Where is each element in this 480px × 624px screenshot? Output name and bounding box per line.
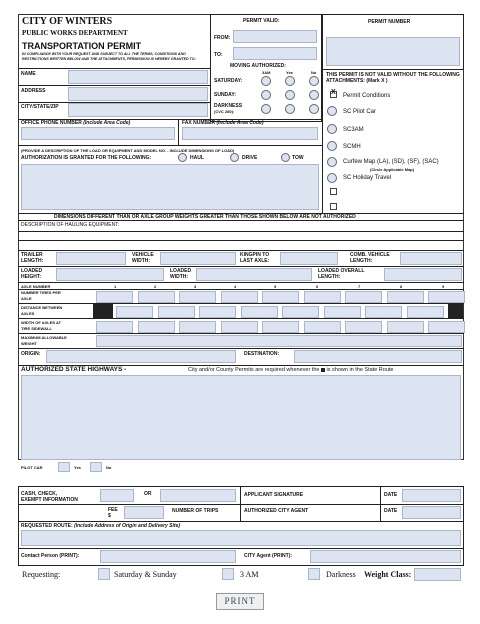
distance-row-filler	[448, 304, 463, 318]
print-button[interactable]: PRINT	[216, 593, 264, 610]
city-state-zip-label: CITY/STATE/ZIP	[21, 104, 59, 110]
saturday-yes-radio[interactable]	[285, 76, 295, 86]
pilot-car-no-box[interactable]	[90, 462, 102, 472]
attach-sc-pilot-car-label: SC Pilot Car	[343, 109, 377, 115]
name-field[interactable]	[68, 70, 208, 84]
axle-8: 8	[400, 284, 403, 289]
axle-number-label: AXLE NUMBER	[21, 284, 51, 289]
loaded-width-field[interactable]	[196, 268, 312, 281]
pilot-car-no-label: No	[106, 465, 112, 470]
from-label: FROM:	[214, 35, 231, 41]
kingpin-field[interactable]	[280, 252, 338, 265]
fax-field[interactable]	[182, 127, 318, 140]
requested-route-label: REQUESTED ROUTE: (Include Address of Origin and Delivery Site)	[21, 523, 181, 529]
saturday-label: SATURDAY:	[214, 78, 243, 84]
sunday-yes-radio[interactable]	[285, 90, 295, 100]
kingpin-label: KINGPIN TO LAST AXLE:	[240, 252, 270, 264]
width-axle-cell[interactable]	[179, 321, 216, 333]
cash-check-label: CASH, CHECK, EXEMPT INFORMATION	[21, 491, 78, 503]
col-3am-label: 3AM	[262, 70, 271, 75]
axle-4: 4	[234, 284, 237, 289]
attach-sc-pilot-car-radio[interactable]	[327, 106, 337, 116]
haul-radio[interactable]	[178, 153, 187, 162]
col-no-label: No	[311, 70, 317, 75]
darkness-checkbox[interactable]	[308, 568, 320, 580]
fee-label: FEE $	[108, 507, 118, 519]
distance-axle-cell[interactable]	[158, 306, 195, 318]
sat-sun-checkbox[interactable]	[98, 568, 110, 580]
attach-extra-checkbox-2[interactable]	[330, 203, 337, 210]
width-axle-cell[interactable]	[138, 321, 175, 333]
from-field[interactable]	[233, 30, 317, 43]
max-weight-label: MAXIMUM ALLOWABLE WEIGHT	[21, 335, 67, 346]
curfew-note: (Circle Applicable Map)	[370, 167, 415, 172]
max-weight-field[interactable]	[96, 335, 462, 347]
attach-scmh-label: SCMH	[343, 144, 361, 150]
width-axle-cell[interactable]	[304, 321, 341, 333]
date-label-1: DATE	[384, 492, 398, 498]
office-phone-field[interactable]	[21, 127, 175, 140]
trailer-length-field[interactable]	[56, 252, 126, 265]
load-description-field[interactable]	[21, 164, 319, 210]
fax-label: FAX NUMBER (Include Area Code)	[182, 120, 264, 126]
three-am-label: 3 AM	[240, 570, 259, 579]
name-label: NAME	[21, 71, 36, 77]
requesting-label: Requesting:	[22, 570, 61, 579]
drive-radio[interactable]	[230, 153, 239, 162]
office-phone-label: OFFICE PHONE NUMBER (Include Area Code)	[21, 120, 131, 126]
width-of-axles-label: WIDTH OF AXLES AT TIRE SIDEWALL	[21, 320, 62, 331]
comb-vehicle-label: COMB. VEHICLE LENGTH:	[350, 252, 390, 264]
distance-axle-cell[interactable]	[241, 306, 278, 318]
three-am-checkbox[interactable]	[222, 568, 234, 580]
permit-number-label: PERMIT NUMBER	[368, 19, 411, 25]
cash-check-field[interactable]	[100, 489, 134, 502]
loaded-overall-label: LOADED OVERALL LENGTH:	[318, 268, 365, 280]
loaded-height-field[interactable]	[56, 268, 164, 281]
saturday-3am-radio[interactable]	[261, 76, 271, 86]
axle-2: 2	[154, 284, 157, 289]
tow-radio[interactable]	[281, 153, 290, 162]
permit-number-field[interactable]	[326, 37, 460, 66]
width-axle-cell[interactable]	[345, 321, 382, 333]
tires-axle-cell[interactable]	[387, 291, 424, 303]
attach-curfew-map-radio[interactable]	[327, 157, 337, 167]
darkness-sub-label: (CVC 280):	[214, 109, 235, 114]
loaded-overall-field[interactable]	[384, 268, 462, 281]
tires-per-axle-label: NUMBER TIRES PER AXLE	[21, 290, 61, 301]
drive-label: DRIVE	[242, 155, 258, 161]
tires-axle-cell[interactable]	[428, 291, 465, 303]
number-of-trips-label: NUMBER OF TRIPS	[172, 508, 219, 514]
to-field[interactable]	[233, 47, 317, 60]
form-title: TRANSPORTATION PERMIT	[22, 41, 142, 51]
attach-extra-checkbox-1[interactable]	[330, 188, 337, 195]
sunday-3am-radio[interactable]	[261, 90, 271, 100]
attach-sc3am-label: SC3AM	[343, 127, 364, 133]
vehicle-width-field[interactable]	[160, 252, 236, 265]
pilot-car-label: PILOT CAR	[21, 465, 43, 470]
date-field-2[interactable]	[402, 506, 461, 519]
loaded-width-label: LOADED WIDTH:	[170, 268, 192, 280]
axle-9: 9	[442, 284, 445, 289]
distance-axle-cell[interactable]	[407, 306, 444, 318]
distance-axle-cell[interactable]	[116, 306, 153, 318]
attachments-notice: THIS PERMIT IS NOT VALID WITHOUT THE FOLLOWING ATTACHMENTS: (Mark X )	[326, 72, 460, 84]
distance-between-axles-label: DISTANCE BETWEEN AXLES	[21, 305, 63, 316]
loaded-height-label: LOADED HEIGHT:	[21, 268, 43, 280]
darkness-3am-radio[interactable]	[261, 104, 271, 114]
contact-person-label: Contact Person (PRINT):	[21, 553, 80, 559]
distance-axle-cell[interactable]	[324, 306, 361, 318]
darkness-no-radio[interactable]	[309, 104, 319, 114]
contact-person-field[interactable]	[100, 550, 236, 563]
to-label: TO:	[214, 52, 223, 58]
haul-label: HAUL	[190, 155, 204, 161]
darkness-yes-radio[interactable]	[285, 104, 295, 114]
city-agent-field[interactable]	[310, 550, 461, 563]
fee-field[interactable]	[124, 506, 164, 519]
tires-axle-cell[interactable]	[345, 291, 382, 303]
destination-field[interactable]	[294, 350, 462, 363]
permit-valid-label: PERMIT VALID:	[243, 18, 280, 24]
sat-sun-label: Saturday & Sunday	[114, 570, 177, 579]
authorized-agent-label: AUTHORIZED CITY AGENT	[244, 508, 309, 514]
attach-sc3am-radio[interactable]	[327, 124, 337, 134]
authorization-label: AUTHORIZATION IS GRANTED FOR THE FOLLOWING:	[21, 155, 152, 161]
distance-axle-cell[interactable]	[199, 306, 236, 318]
moving-authorized-label: MOVING AUTHORIZED:	[230, 63, 286, 69]
attach-scmh-radio[interactable]	[327, 141, 337, 151]
or-field[interactable]	[160, 489, 236, 502]
axle-5: 5	[274, 284, 277, 289]
axle-3: 3	[194, 284, 197, 289]
width-axle-cell[interactable]	[96, 321, 133, 333]
weight-class-field[interactable]	[414, 568, 461, 581]
sunday-label: SUNDAY:	[214, 92, 236, 98]
provide-description-label: (PROVIDE A DESCRIPTION OF THE LOAD OR EQUIPMENT AND MODEL NO. - INCLUDE DIMENSIONS OF LOAD)	[21, 148, 235, 153]
width-axle-cell[interactable]	[262, 321, 299, 333]
department-name: PUBLIC WORKS DEPARTMENT	[22, 29, 128, 37]
width-axle-cell[interactable]	[428, 321, 465, 333]
sunday-no-radio[interactable]	[309, 90, 319, 100]
width-axle-cell[interactable]	[387, 321, 424, 333]
attach-curfew-map-label: Curfew Map (LA), (SD), (SF), (SAC)	[343, 159, 439, 165]
axle-1: 1	[114, 284, 117, 289]
address-label: ADDRESS	[21, 88, 46, 94]
trailer-length-label: TRAILER LENGTH:	[21, 252, 44, 264]
pilot-car-yes-box[interactable]	[58, 462, 70, 472]
axle-6: 6	[316, 284, 319, 289]
marker-square-icon	[321, 368, 325, 372]
tires-axle-cell[interactable]	[221, 291, 258, 303]
authorized-highways-title: AUTHORIZED STATE HIGHWAYS -	[21, 366, 127, 373]
compliance-text: IN COMPLIANCE WITH YOUR REQUEST AND SUBJECT TO ALL THE TERMS, CONDITIONS AND RESTRICTIONS WRITTEN BELOW AND THE ATTACHMENTS, PERMISSION IS HEREBY GRANTED TO:	[22, 52, 196, 61]
tires-axle-cell[interactable]	[304, 291, 341, 303]
or-label: OR	[144, 491, 152, 497]
destination-label: DESTINATION:	[244, 351, 280, 357]
tires-axle-cell[interactable]	[179, 291, 216, 303]
attach-sc-holiday-radio[interactable]	[327, 173, 337, 183]
address-field[interactable]	[68, 87, 208, 101]
darkness-label: DARKNESS	[214, 103, 243, 109]
saturday-no-radio[interactable]	[309, 76, 319, 86]
dimensions-banner: DIMENSIONS DIFFERENT THAN OR AXLE GROUP WEIGHTS GREATER THAN THOSE SHOWN BELOW ARE NOT AUTHORIZED	[54, 214, 356, 220]
col-yes-label: Yes	[286, 70, 293, 75]
axle-7: 7	[358, 284, 361, 289]
tires-axle-cell[interactable]	[262, 291, 299, 303]
weight-class-label: Weight Class:	[364, 570, 412, 579]
tow-label: TOW	[292, 155, 304, 161]
distance-axle-cell[interactable]	[365, 306, 402, 318]
authorized-highways-field[interactable]	[21, 375, 461, 460]
applicant-signature-label: APPLICANT SIGNATURE	[244, 492, 304, 498]
comb-vehicle-field[interactable]	[400, 252, 462, 265]
darkness-footer-label: Darkness	[326, 570, 356, 579]
tires-axle-cell[interactable]	[138, 291, 175, 303]
distance-row-filler	[93, 304, 113, 318]
vehicle-width-label: VEHICLE WIDTH:	[132, 252, 154, 264]
tires-axle-cell[interactable]	[96, 291, 133, 303]
distance-axle-cell[interactable]	[282, 306, 319, 318]
pilot-car-yes-label: Yes	[74, 465, 81, 470]
attach-permit-conditions-mark: X	[331, 89, 336, 96]
org-name: CITY OF WINTERS	[22, 16, 113, 27]
city-agent-label: CITY Agent (PRINT):	[244, 553, 293, 559]
highways-note: City and/or County Permits are required whenever the is shown in the State Route	[188, 367, 394, 373]
date-label-2: DATE	[384, 508, 398, 514]
attach-permit-conditions-label: Permit Conditions	[343, 93, 391, 99]
width-axle-cell[interactable]	[221, 321, 258, 333]
origin-field[interactable]	[46, 350, 236, 363]
hauling-equipment-label: DESCRIPTION OF HAULING EQUIPMENT:	[21, 222, 120, 228]
date-field-1[interactable]	[402, 489, 461, 502]
requested-route-field[interactable]	[21, 530, 461, 546]
city-state-zip-field[interactable]	[68, 103, 208, 117]
attach-sc-holiday-label: SC Holiday Travel	[343, 175, 392, 181]
origin-label: ORIGIN:	[21, 351, 41, 357]
